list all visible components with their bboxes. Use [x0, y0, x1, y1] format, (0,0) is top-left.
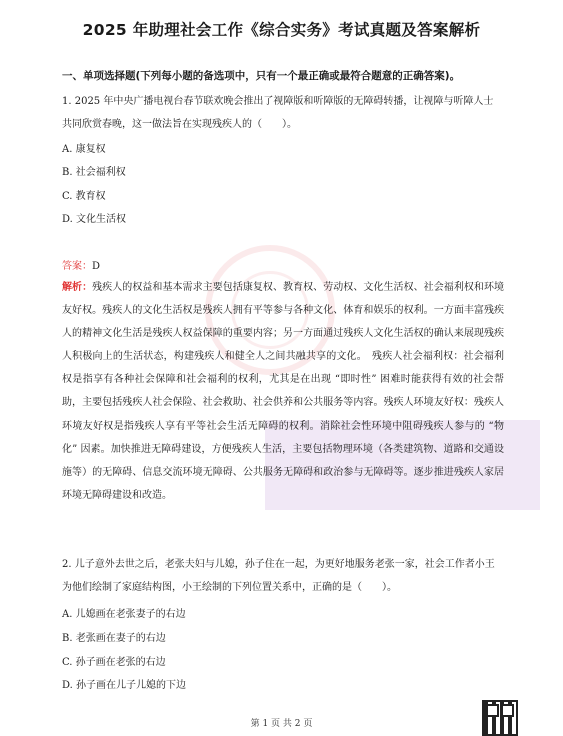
question-2-text: 2. 儿子意外去世之后，老张夫妇与儿媳，孙子住在一起，为更好地服务老张一家，社会工作者小王为他们绘制了家庭结构图，小王绘制的下列位置关系中，正确的是（ ）。 — [62, 559, 495, 593]
question-1-text: 1. 2025 年中央广播电视台春节联欢晚会推出了视障版和听障版的无障碍转播，让视障与听障人士共同欣赏春晚，这一做法旨在实现残疾人的（ ）。 — [62, 96, 494, 130]
question-2-option-d: D. 孙子画在儿子儿媳的下边 — [62, 680, 187, 691]
question-1-option-c: C. 教育权 — [62, 191, 106, 202]
answer-value: D — [92, 261, 101, 272]
section-heading: 一、单项选择题(下列每小题的备选项中，只有一个最正确或最符合题意的正确答案)。 — [62, 70, 461, 82]
question-1-analysis — [62, 276, 504, 507]
answer-label: 答案： — [62, 261, 92, 272]
analysis-text: 残疾人的权益和基本需求主要包括康复权、教育权、劳动权、文化生活权、社会福利权和环境友好权。残疾人的文化生活权是残疾人拥有平等参与各种文化、体育和娱乐的权利。一方面丰富残疾人的精神文化生活是残疾人权益保障的重要内容；另一方面通过残疾人文化生活权的确认来展现残疾人积极向上的生活状态，构建残疾人和健全人之间共融共享的文化。 残疾人社会福利权：社会福利权是指享有各种社会保障和社会福利的权利，尤其是在出现 “即时性” 困难时能获得有效的社会帮助，主要包括残疾人社会保险、社会救助、社会供养和公共服务等内容。残疾人环境友好权：残疾人环境友好权是指残疾人享有平等社会生活无障碍的权利。消除社会性环境中阻碍残疾人参与的 “物化” 因素。加快推进无障碍建设，方便残疾人生活，主要包括物理环境（各类建筑物、道路和交通设施等）的无障碍、信息交流环境无障碍、公共服务无障碍和政治参与无障碍等。逐步推进残疾人家居环境无障碍建设和改造。 — [62, 282, 505, 501]
question-1-answer — [62, 257, 100, 272]
question-1-option-b: B. 社会福利权 — [62, 167, 126, 178]
question-1-option-a: A. 康复权 — [62, 144, 106, 155]
question-1-option-d: D. 文化生活权 — [62, 214, 127, 225]
document-title: 2025 年助理社会工作《综合实务》考试真题及答案解析 — [82, 21, 481, 39]
question-2-option-c: C. 孙子画在老张的右边 — [62, 657, 166, 668]
page-footer: 第 1 页 共 2 页 — [250, 719, 313, 729]
analysis-label: 解析： — [62, 282, 93, 293]
question-2-option-b: B. 老张画在妻子的右边 — [62, 633, 166, 644]
question-2-option-a: A. 儿媳画在老张妻子的右边 — [62, 609, 186, 620]
